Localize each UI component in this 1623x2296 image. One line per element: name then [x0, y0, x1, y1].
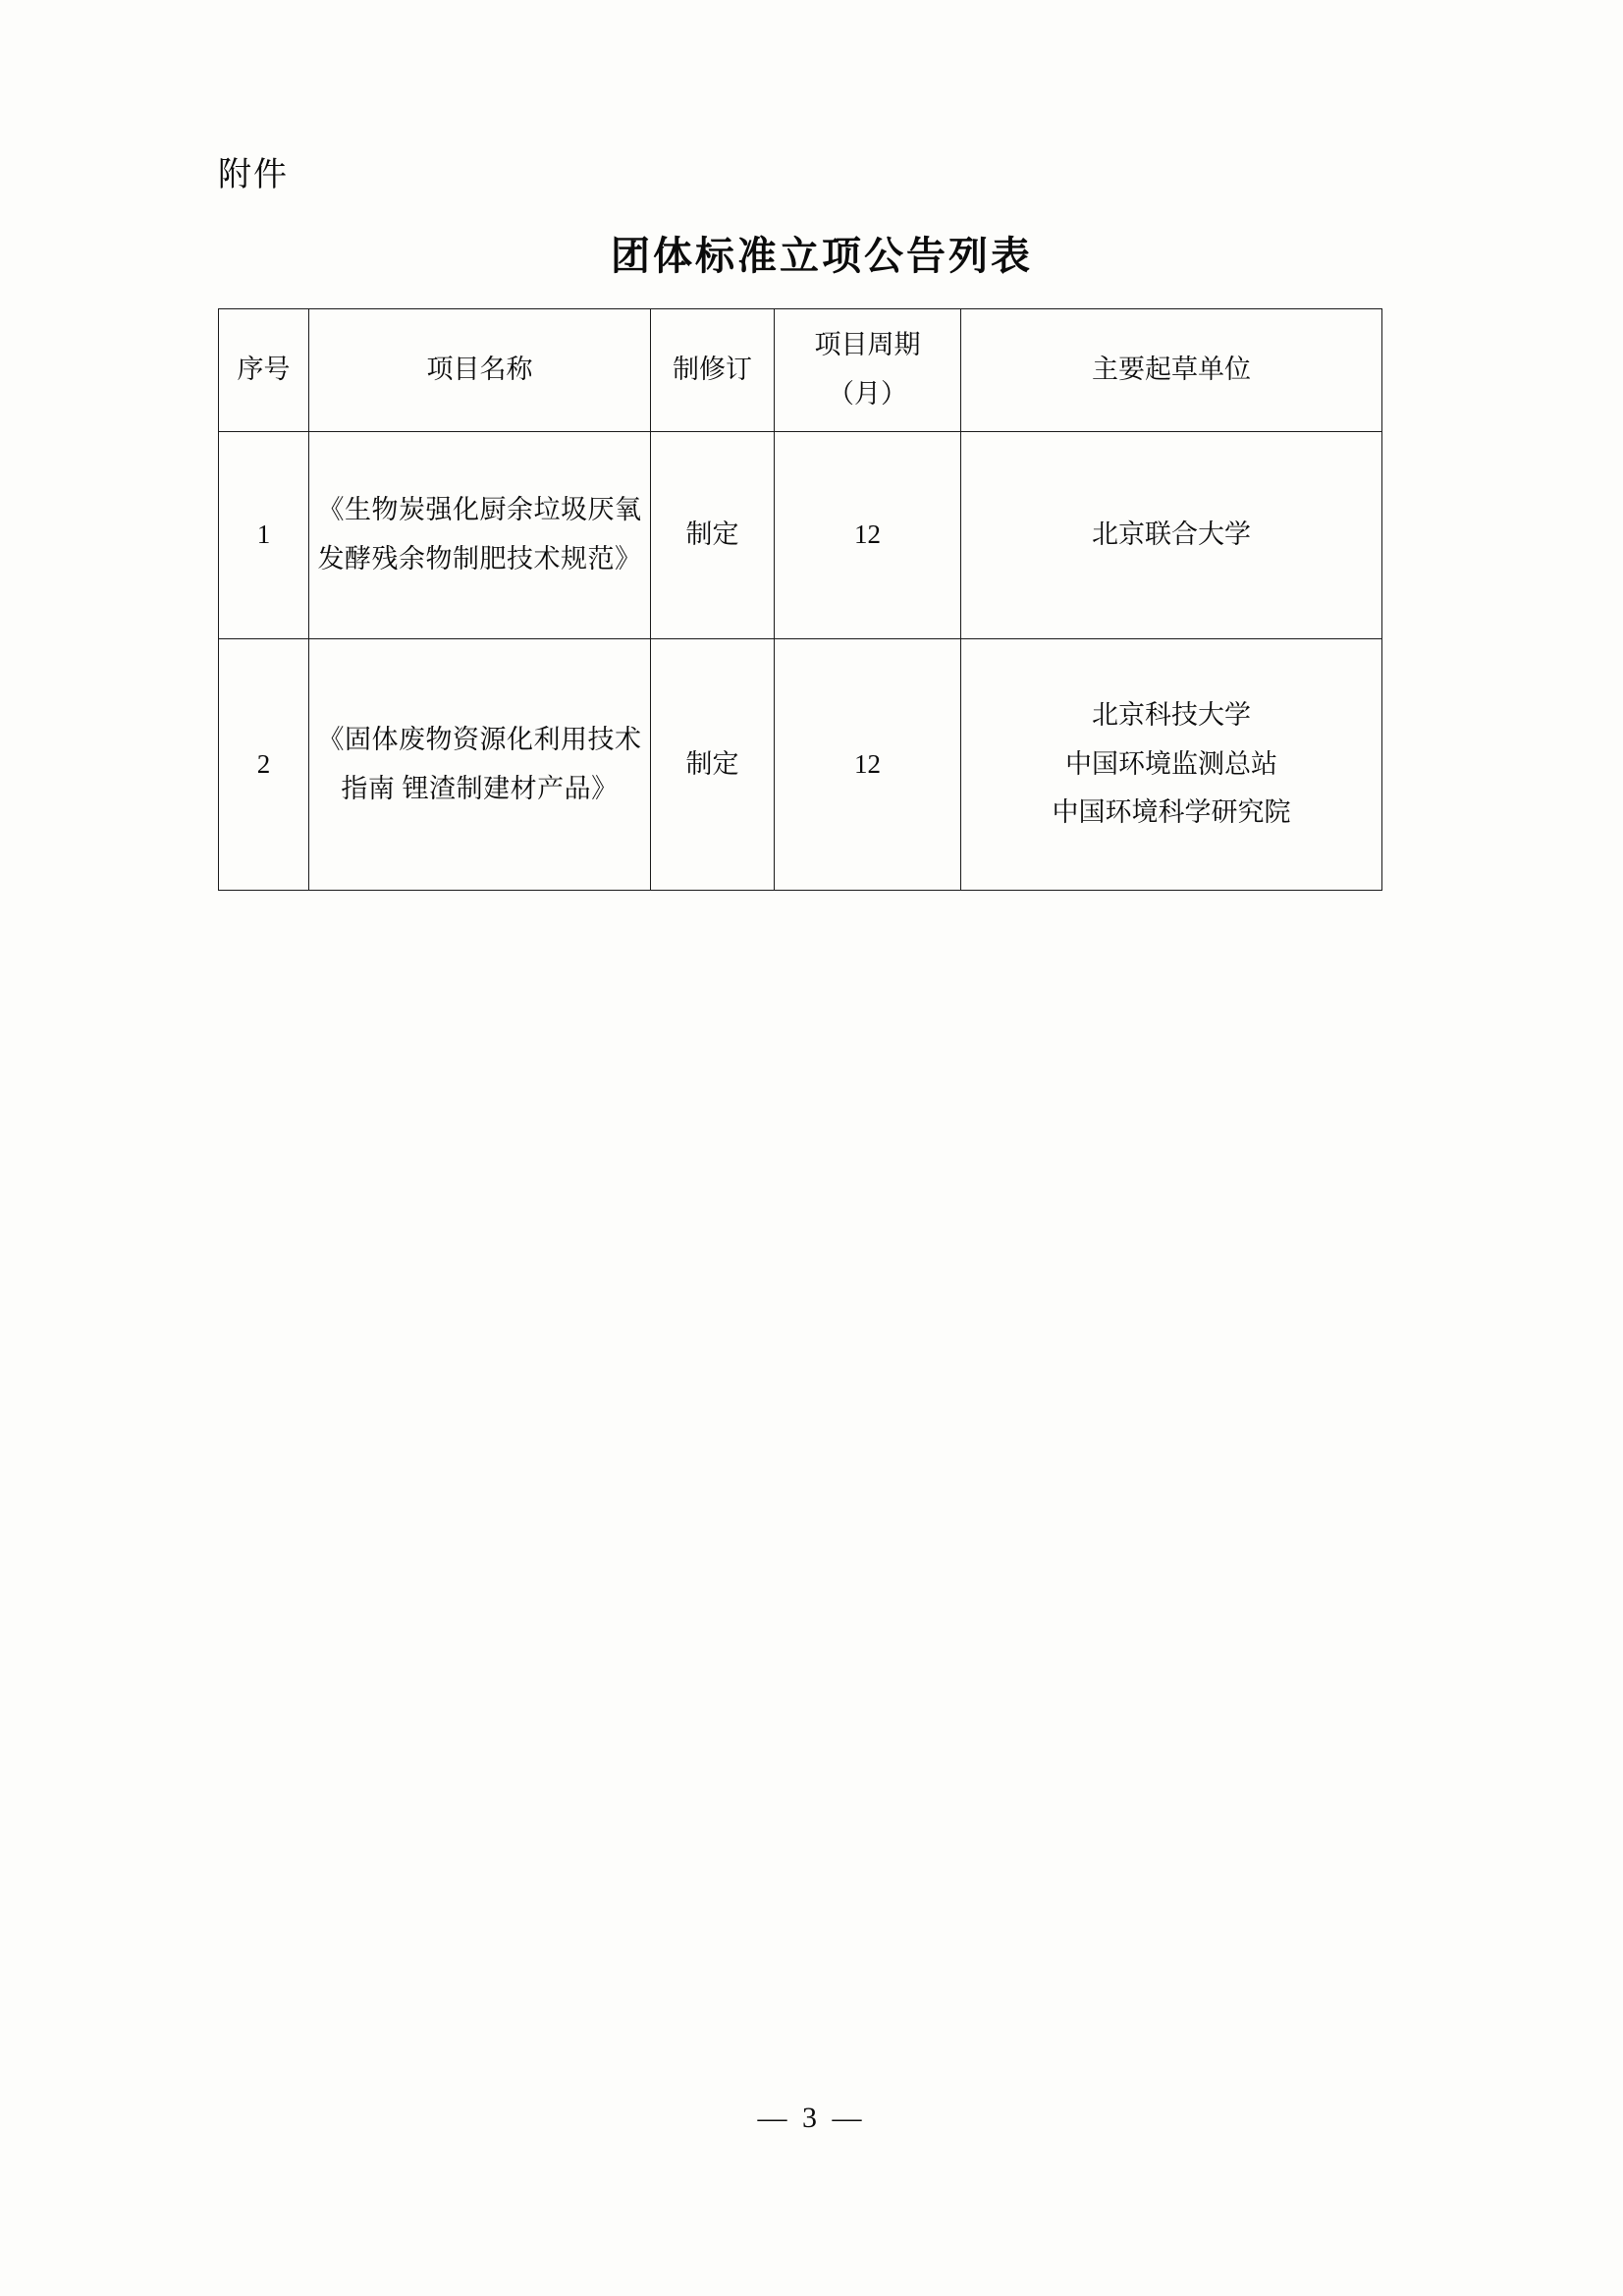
- column-header-name: 项目名称: [309, 309, 651, 432]
- cell-type: 制定: [651, 432, 775, 639]
- column-header-org: 主要起草单位: [961, 309, 1382, 432]
- cell-seq: 1: [219, 432, 309, 639]
- table-row: [219, 432, 1382, 639]
- organization-name: 中国环境科学研究院: [1052, 797, 1291, 828]
- page-number: — 3 —: [757, 2102, 866, 2134]
- cell-project-name: 《生物炭强化厨余垃圾厌氧发酵残余物制肥技术规范》: [309, 432, 651, 639]
- cell-organizations: [961, 432, 1382, 639]
- cell-project-name: 《固体废物资源化利用技术指南 锂渣制建材产品》: [309, 639, 651, 891]
- page-title: 团体标准立项公告列表: [611, 234, 1033, 278]
- table-row: [219, 639, 1382, 891]
- cell-cycle: 12: [775, 639, 961, 891]
- cell-seq: 2: [219, 639, 309, 891]
- organization-name: 中国环境监测总站: [1065, 748, 1277, 779]
- column-header-cycle: [775, 309, 961, 432]
- cell-organizations: [961, 639, 1382, 891]
- organization-name: 北京联合大学: [1092, 519, 1251, 550]
- standards-table: [218, 308, 1382, 891]
- column-header-type: 制修订: [651, 309, 775, 432]
- organization-name: 北京科技大学: [1092, 699, 1251, 730]
- attachment-label: 附件: [218, 157, 289, 193]
- column-header-cycle-line1: 项目周期: [814, 330, 921, 360]
- table-header-row: [219, 309, 1382, 432]
- column-header-cycle-line2: （月）: [828, 379, 907, 409]
- cell-cycle: 12: [775, 432, 961, 639]
- column-header-seq: 序号: [219, 309, 309, 432]
- page-content: [218, 147, 1386, 891]
- cell-type: 制定: [651, 639, 775, 891]
